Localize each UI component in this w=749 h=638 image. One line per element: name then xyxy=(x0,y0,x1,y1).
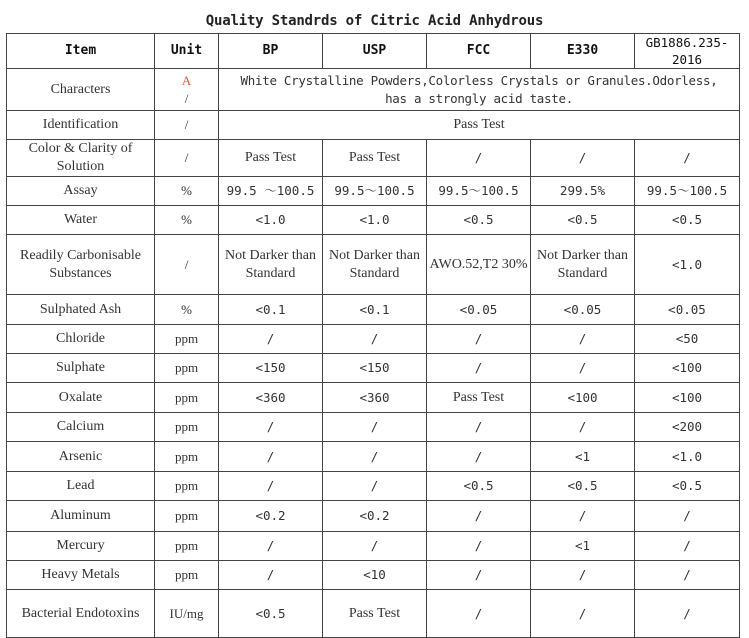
cell-gb: / xyxy=(635,590,740,638)
cell-e330: / xyxy=(531,354,635,383)
row-item: Water xyxy=(7,206,155,235)
cell-usp: <0.1 xyxy=(323,295,427,325)
cell-usp: / xyxy=(323,532,427,561)
cell-fcc: / xyxy=(427,140,531,177)
cell-usp: Not Darker than Standard xyxy=(323,235,427,295)
cell-gb: <0.5 xyxy=(635,472,740,501)
cell-fcc: <0.5 xyxy=(427,206,531,235)
cell-gb: <50 xyxy=(635,325,740,354)
cell-bp: <0.1 xyxy=(219,295,323,325)
row-unit: % xyxy=(155,295,219,325)
cell-fcc: / xyxy=(427,561,531,590)
row-item: Bacterial Endotoxins xyxy=(7,590,155,638)
cell-usp: / xyxy=(323,413,427,442)
table-row xyxy=(7,206,740,235)
cell-fcc: <0.5 xyxy=(427,472,531,501)
cell-bp: Not Darker than Standard xyxy=(219,235,323,295)
cell-bp: <1.0 xyxy=(219,206,323,235)
row-unit: ppm xyxy=(155,325,219,354)
characters-desc-line1: White Crystalline Powders,Colorless Crystals or Granules.Odorless, xyxy=(240,72,718,88)
row-item: Arsenic xyxy=(7,442,155,472)
header-bp: BP xyxy=(219,34,323,69)
row-item: Oxalate xyxy=(7,383,155,413)
cell-e330: <1 xyxy=(531,442,635,472)
row-item: Heavy Metals xyxy=(7,561,155,590)
header-fcc: FCC xyxy=(427,34,531,69)
row-unit: / xyxy=(155,235,219,295)
cell-bp: <150 xyxy=(219,354,323,383)
item-identification: Identification xyxy=(7,111,155,140)
cell-bp: / xyxy=(219,413,323,442)
cell-fcc: / xyxy=(427,532,531,561)
cell-usp: Pass Test xyxy=(323,140,427,177)
cell-e330: <1 xyxy=(531,532,635,561)
cell-gb: <100 xyxy=(635,383,740,413)
cell-e330: / xyxy=(531,561,635,590)
row-unit: ppm xyxy=(155,413,219,442)
cell-bp: <360 xyxy=(219,383,323,413)
cell-fcc: / xyxy=(427,442,531,472)
cell-gb: <1.0 xyxy=(635,442,740,472)
cell-fcc: AWO.52,T2 30% xyxy=(427,235,531,295)
table-row xyxy=(7,561,740,590)
cell-usp: <0.2 xyxy=(323,501,427,532)
cell-bp: / xyxy=(219,532,323,561)
cell-bp: / xyxy=(219,472,323,501)
header-e330: E330 xyxy=(531,34,635,69)
cell-fcc: / xyxy=(427,325,531,354)
unit-identification: / xyxy=(155,111,219,140)
table-row xyxy=(7,140,740,177)
cell-fcc: / xyxy=(427,413,531,442)
characters-desc-line2: has a strongly acid taste. xyxy=(385,90,573,106)
table-row xyxy=(7,235,740,295)
cell-usp: / xyxy=(323,472,427,501)
table-row xyxy=(7,325,740,354)
cell-usp: <150 xyxy=(323,354,427,383)
cell-gb: <0.05 xyxy=(635,295,740,325)
cell-usp: 99.5～100.5 xyxy=(323,177,427,206)
cell-fcc: / xyxy=(427,501,531,532)
cell-e330: / xyxy=(531,501,635,532)
cell-bp: <0.5 xyxy=(219,590,323,638)
row-identification xyxy=(7,111,740,140)
cell-fcc: / xyxy=(427,354,531,383)
cell-usp: <360 xyxy=(323,383,427,413)
row-item: Sulphate xyxy=(7,354,155,383)
cell-gb: <100 xyxy=(635,354,740,383)
cell-usp: <10 xyxy=(323,561,427,590)
cell-usp: / xyxy=(323,442,427,472)
characters-description xyxy=(219,69,740,111)
header-gb: GB1886.235-2016 xyxy=(635,34,740,69)
cell-fcc: <0.05 xyxy=(427,295,531,325)
row-unit: ppm xyxy=(155,501,219,532)
cell-gb: 99.5～100.5 xyxy=(635,177,740,206)
table-row xyxy=(7,354,740,383)
cell-fcc: Pass Test xyxy=(427,383,531,413)
cell-gb: <0.5 xyxy=(635,206,740,235)
row-unit: % xyxy=(155,206,219,235)
cell-e330: Not Darker than Standard xyxy=(531,235,635,295)
row-item: Assay xyxy=(7,177,155,206)
cell-fcc: / xyxy=(427,590,531,638)
cell-bp: / xyxy=(219,561,323,590)
cell-e330: / xyxy=(531,140,635,177)
cell-usp: <1.0 xyxy=(323,206,427,235)
row-unit: ppm xyxy=(155,354,219,383)
unit-characters-b: / xyxy=(184,90,189,106)
table-row xyxy=(7,295,740,325)
row-characters xyxy=(7,69,740,111)
cell-usp: / xyxy=(323,325,427,354)
cell-gb: / xyxy=(635,561,740,590)
table-row xyxy=(7,442,740,472)
identification-value: Pass Test xyxy=(219,111,740,140)
cell-e330: / xyxy=(531,590,635,638)
cell-gb: / xyxy=(635,532,740,561)
table-title: Quality Standrds of Citric Acid Anhydrous xyxy=(205,13,544,29)
cell-fcc: 99.5～100.5 xyxy=(427,177,531,206)
cell-gb: / xyxy=(635,140,740,177)
row-item: Lead xyxy=(7,472,155,501)
header-unit: Unit xyxy=(155,34,219,69)
cell-bp: <0.2 xyxy=(219,501,323,532)
table-row xyxy=(7,177,740,206)
row-unit: ppm xyxy=(155,383,219,413)
cell-bp: / xyxy=(219,325,323,354)
cell-e330: 299.5% xyxy=(531,177,635,206)
row-unit: ppm xyxy=(155,561,219,590)
row-item: Readily Carbonisable Substances xyxy=(7,235,155,295)
unit-characters-a: A xyxy=(181,72,192,88)
item-characters: Characters xyxy=(7,69,155,111)
header-usp: USP xyxy=(323,34,427,69)
cell-usp: Pass Test xyxy=(323,590,427,638)
row-item: Chloride xyxy=(7,325,155,354)
cell-gb: <1.0 xyxy=(635,235,740,295)
quality-standards-table xyxy=(6,33,740,638)
header-item: Item xyxy=(7,34,155,69)
cell-e330: <0.5 xyxy=(531,206,635,235)
row-item: Calcium xyxy=(7,413,155,442)
cell-e330: / xyxy=(531,413,635,442)
row-item: Aluminum xyxy=(7,501,155,532)
table-row xyxy=(7,413,740,442)
unit-characters xyxy=(155,69,219,111)
table-row xyxy=(7,472,740,501)
row-unit: ppm xyxy=(155,472,219,501)
row-item: Mercury xyxy=(7,532,155,561)
row-item: Color & Clarity of Solution xyxy=(7,140,155,177)
row-unit: % xyxy=(155,177,219,206)
cell-gb: <200 xyxy=(635,413,740,442)
row-unit: / xyxy=(155,140,219,177)
table-row xyxy=(7,501,740,532)
table-row xyxy=(7,590,740,638)
cell-e330: <0.5 xyxy=(531,472,635,501)
cell-bp: 99.5 ～100.5 xyxy=(219,177,323,206)
cell-bp: Pass Test xyxy=(219,140,323,177)
table-row xyxy=(7,532,740,561)
cell-gb: / xyxy=(635,501,740,532)
header-row xyxy=(7,34,740,69)
table-row xyxy=(7,383,740,413)
cell-bp: / xyxy=(219,442,323,472)
row-unit: IU/mg xyxy=(155,590,219,638)
cell-e330: / xyxy=(531,325,635,354)
cell-e330: <100 xyxy=(531,383,635,413)
row-unit: ppm xyxy=(155,532,219,561)
row-unit: ppm xyxy=(155,442,219,472)
row-item: Sulphated Ash xyxy=(7,295,155,325)
cell-e330: <0.05 xyxy=(531,295,635,325)
